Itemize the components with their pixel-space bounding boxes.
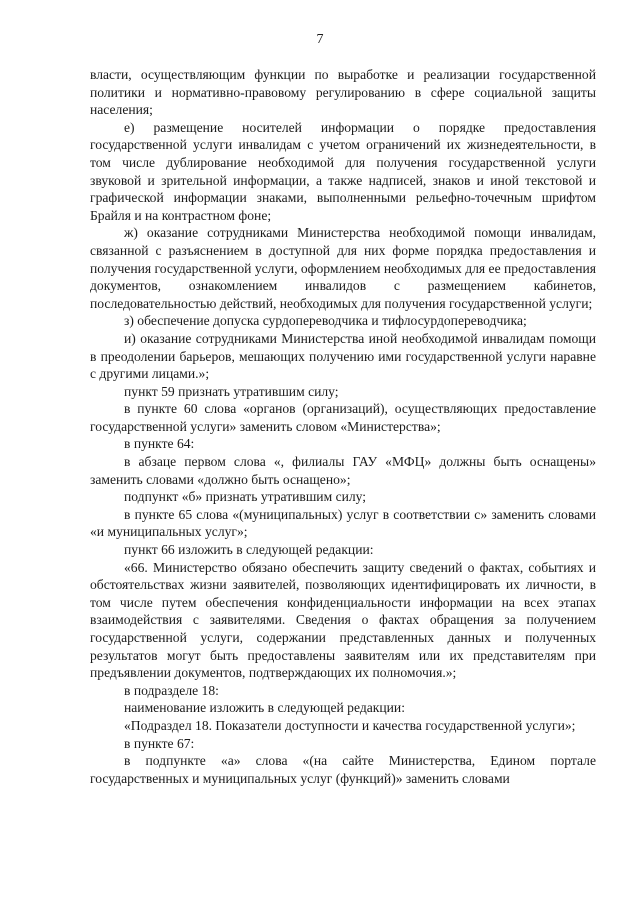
paragraph: ж) оказание сотрудниками Министерства необходимой помощи инвалидам, связанной с разъяснением в доступной для них форме порядка предоставления и получения государственной услуги, оформлением необходимых для ее предоставления документов, ознакомлением инвалидов с размещением кабинетов, последовательностью действий, необходимых для получения государственной услуги;	[90, 225, 597, 311]
paragraph: власти, осуществляющим функции по выработке и реализации государственной политики и нормативно-правовому регулированию в сфере социальной защиты населения;	[90, 67, 596, 118]
paragraph: наименование изложить в следующей редакции:	[124, 700, 405, 716]
paragraph: в подпункте «а» слова «(на сайте Министерства, Едином портале государственных и муниципальных услуг (функций)» заменить словами	[90, 753, 596, 786]
paragraph: в абзаце первом слова «, филиалы ГАУ «МФЦ» должны быть оснащены» заменить словами «должно быть оснащено»;	[90, 454, 596, 487]
page-number: 7	[316, 32, 324, 47]
paragraph: в пункте 65 слова «(муниципальных) услуг в соответствии с» заменить словами «и муниципальных услуг»;	[90, 506, 596, 540]
document-body	[90, 66, 596, 787]
paragraph: «66. Министерство обязано обеспечить защиту сведений о фактах, событиях и обстоятельствах жизни заявителей, позволяющих идентифицировать их личности, в том числе путем обеспечения конфиденциальности информации на всех этапах взаимодействия с заявителями. Сведения о фактах обращения за получением государственной услуги, содержании представленных данных и полученных результатов могут быть предоставлены заявителям или их представителям при предъявлении документов, подтверждающих их полномочия.»;	[90, 559, 596, 681]
paragraph: в подразделе 18:	[124, 682, 219, 698]
paragraph: в пункте 64:	[124, 436, 195, 452]
paragraph: и) оказание сотрудниками Министерства иной необходимой инвалидам помощи в преодолении барьеров, мешающих получению ими государственной услуги наравне с другими лицами.»;	[90, 330, 596, 382]
paragraph: з) обеспечение допуска сурдопереводчика и тифлосурдопереводчика;	[124, 313, 527, 329]
paragraph: пункт 66 изложить в следующей редакции:	[124, 542, 374, 558]
paragraph: в пункте 60 слова «органов (организаций), осуществляющих предоставление государственной услуги» заменить словом «Министерства»;	[90, 401, 596, 434]
paragraph: «Подраздел 18. Показатели доступности и качества государственной услуги»;	[124, 717, 576, 733]
paragraph: подпункт «б» признать утратившим силу;	[124, 489, 367, 505]
paragraph: пункт 59 признать утратившим силу;	[124, 383, 339, 399]
paragraph: в пункте 67:	[124, 735, 195, 751]
paragraph: е) размещение носителей информации о порядке предоставления государственной услуги инвалидам с учетом ограничений их жизнедеятельности, в том числе дублирование необходимой для получения государственной услуги звуковой и зрительной информации, а также надписей, знаков и иной текстовой и графической информации знаками, выполненными рельефно-точечным шрифтом Брайля и на контрастном фоне;	[90, 119, 596, 223]
